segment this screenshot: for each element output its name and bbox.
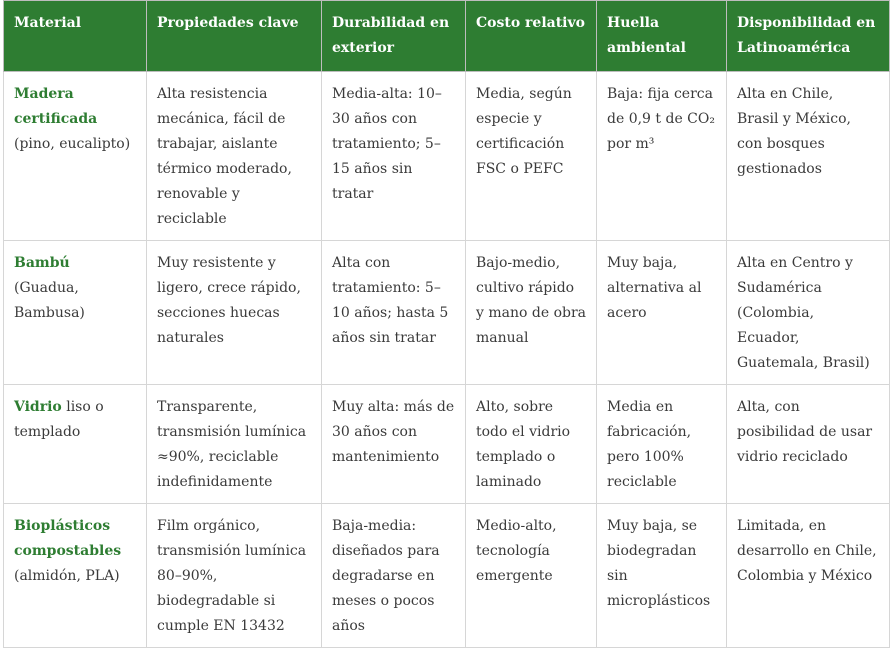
properties-cell: Muy resistente y ligero, crece rápido, secciones huecas naturales xyxy=(147,241,322,385)
footprint-cell: Baja: fija cerca de 0,9 t de CO₂ por m³ xyxy=(597,72,727,241)
material-cell xyxy=(4,504,147,648)
material-detail: liso o templado xyxy=(14,399,104,440)
header-material: Material xyxy=(4,1,147,72)
durability-cell: Muy alta: más de 30 años con mantenimiento xyxy=(322,385,466,504)
cost-cell: Medio-alto, tecnología emergente xyxy=(466,504,597,648)
material-name: Bambú xyxy=(14,255,70,271)
table-row xyxy=(4,385,890,504)
table-row xyxy=(4,241,890,385)
durability-cell: Alta con tratamiento: 5–10 años; hasta 5 años sin tratar xyxy=(322,241,466,385)
availability-cell: Alta, con posibilidad de usar vidrio reciclado xyxy=(727,385,890,504)
availability-cell: Limitada, en desarrollo en Chile, Colombia y México xyxy=(727,504,890,648)
header-footprint: Huella ambiental xyxy=(597,1,727,72)
properties-cell: Transparente, transmisión lumínica ≈90%, reciclable indefinidamente xyxy=(147,385,322,504)
properties-cell: Film orgánico, transmisión lumínica 80–90%, biodegradable si cumple EN 13432 xyxy=(147,504,322,648)
footprint-cell: Muy baja, se biodegradan sin microplásticos xyxy=(597,504,727,648)
material-cell xyxy=(4,241,147,385)
material-cell xyxy=(4,72,147,241)
availability-cell: Alta en Centro y Sudamérica (Colombia, Ecuador, Guatemala, Brasil) xyxy=(727,241,890,385)
material-detail: (pino, eucalipto) xyxy=(14,136,131,152)
material-detail: (Guadua, Bambusa) xyxy=(14,280,85,321)
footprint-cell: Muy baja, alternativa al acero xyxy=(597,241,727,385)
header-durability: Durabilidad en exterior xyxy=(322,1,466,72)
material-name: Vidrio xyxy=(14,399,62,415)
cost-cell: Bajo-medio, cultivo rápido y mano de obra manual xyxy=(466,241,597,385)
header-properties: Propiedades clave xyxy=(147,1,322,72)
material-cell xyxy=(4,385,147,504)
material-name: Bioplásticos compostables xyxy=(14,518,122,559)
header-row xyxy=(4,1,890,72)
material-name: Madera certificada xyxy=(14,86,98,127)
header-availability: Disponibilidad en Latinoamérica xyxy=(727,1,890,72)
cost-cell: Media, según especie y certificación FSC o PEFC xyxy=(466,72,597,241)
durability-cell: Baja-media: diseñados para degradarse en meses o pocos años xyxy=(322,504,466,648)
table-row xyxy=(4,72,890,241)
header-cost: Costo relativo xyxy=(466,1,597,72)
materials-comparison-table xyxy=(3,0,890,648)
material-detail: (almidón, PLA) xyxy=(14,568,120,584)
cost-cell: Alto, sobre todo el vidrio templado o laminado xyxy=(466,385,597,504)
table-row xyxy=(4,504,890,648)
footprint-cell: Media en fabricación, pero 100% reciclable xyxy=(597,385,727,504)
properties-cell: Alta resistencia mecánica, fácil de trabajar, aislante térmico moderado, renovable y reciclable xyxy=(147,72,322,241)
availability-cell: Alta en Chile, Brasil y México, con bosques gestionados xyxy=(727,72,890,241)
durability-cell: Media-alta: 10–30 años con tratamiento; 5–15 años sin tratar xyxy=(322,72,466,241)
